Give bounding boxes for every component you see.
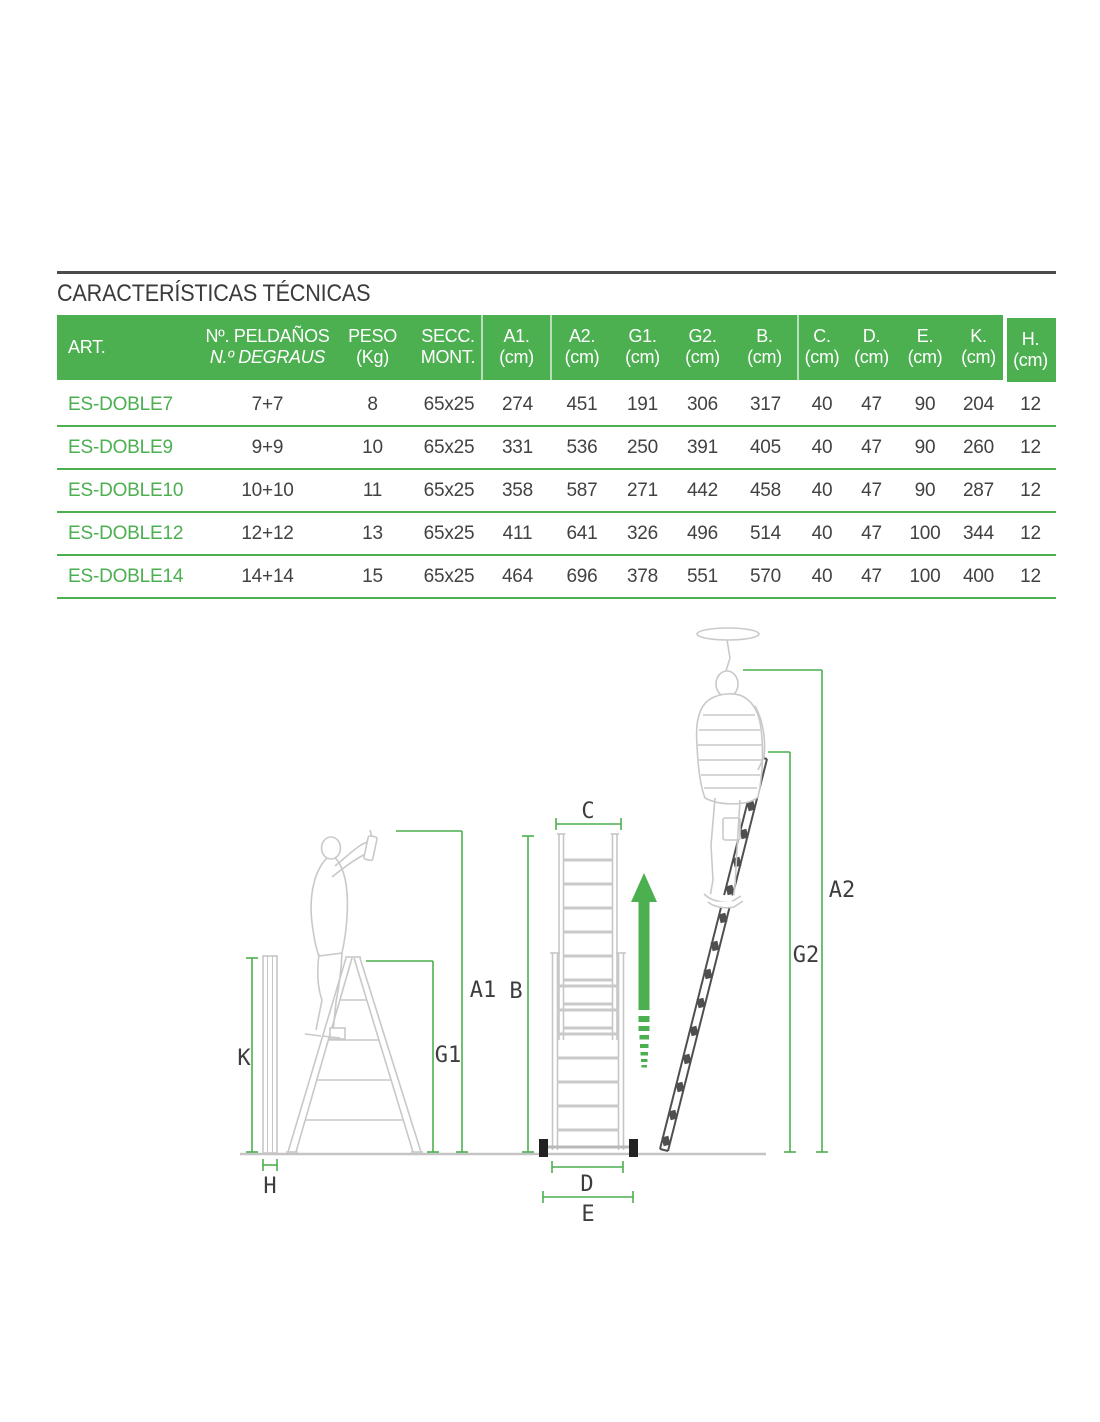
closed-ladder-figure — [263, 956, 277, 1153]
dimension-label-g1: G1 — [434, 1043, 462, 1068]
cell-art: ES-DOBLE10 — [68, 479, 184, 501]
dimension-g2 — [768, 752, 819, 1152]
extend-arrow-icon — [631, 873, 657, 1068]
cell-art: ES-DOBLE12 — [68, 522, 184, 544]
col-header-a2: A2. (cm) — [564, 326, 600, 367]
col-header-h: H. (cm) — [1013, 329, 1048, 370]
dimension-label-e: E — [581, 1202, 595, 1227]
col-header-k: K. (cm) — [961, 326, 996, 367]
col-header-steps: Nº. PELDAÑOS N.º DEGRAUS — [205, 326, 330, 367]
dimension-b — [509, 836, 534, 1152]
table-row: ES-DOBLE9 9+9 10 65x25 331 536 250 391 405 40 47 90 260 12 — [57, 427, 1056, 470]
col-header-secc: SECC. MONT. — [415, 315, 483, 380]
col-header-d: D. (cm) — [854, 326, 889, 367]
table-row: ES-DOBLE10 10+10 11 65x25 358 587 271 442 458 40 47 90 287 12 — [57, 470, 1056, 513]
dimension-a1 — [396, 831, 496, 1152]
dimension-g1 — [366, 961, 461, 1152]
dimension-e — [543, 1191, 633, 1227]
col-header-b: B. (cm) — [732, 315, 799, 380]
dimension-label-c: C — [581, 799, 595, 824]
dimension-label-a2: A2 — [828, 878, 856, 903]
page-title: CARACTERÍSTICAS TÉCNICAS — [57, 280, 371, 307]
col-header-a1: A1. (cm) — [483, 315, 552, 380]
dimension-d — [552, 1161, 623, 1197]
table-row: ES-DOBLE7 7+7 8 65x25 274 451 191 306 317 40 47 90 204 12 — [57, 384, 1056, 427]
dimension-k — [237, 958, 258, 1152]
person-on-stepladder-figure — [305, 830, 377, 1039]
cell-art: ES-DOBLE14 — [68, 565, 184, 587]
col-header-c: C. (cm) — [804, 326, 840, 367]
dimension-label-d: D — [580, 1172, 594, 1197]
table-row: ES-DOBLE14 14+14 15 65x25 464 696 378 551 570 40 47 100 400 12 — [57, 556, 1056, 599]
stepladder-figure — [286, 957, 423, 1152]
dimension-label-a1: A1 — [469, 978, 497, 1003]
cell-art: ES-DOBLE9 — [68, 436, 173, 458]
dimension-label-g2: G2 — [792, 943, 820, 968]
dimension-label-b: B — [509, 979, 523, 1004]
dimension-label-h: H — [263, 1174, 277, 1199]
col-header-e: E. (cm) — [907, 326, 943, 367]
table-row: ES-DOBLE12 12+12 13 65x25 411 641 326 496 514 40 47 100 344 12 — [57, 513, 1056, 556]
dimension-h — [263, 1159, 277, 1199]
col-header-peso: PESO (Kg) — [348, 326, 397, 367]
dimension-c — [556, 799, 621, 830]
col-header-g1: G1. (cm) — [625, 326, 660, 367]
cell-art: ES-DOBLE7 — [68, 393, 173, 415]
dimension-label-k: K — [237, 1046, 251, 1071]
col-header-g2: G2. (cm) — [685, 326, 720, 367]
extension-ladder-figure — [539, 834, 638, 1157]
col-header-art: ART. — [68, 337, 106, 357]
